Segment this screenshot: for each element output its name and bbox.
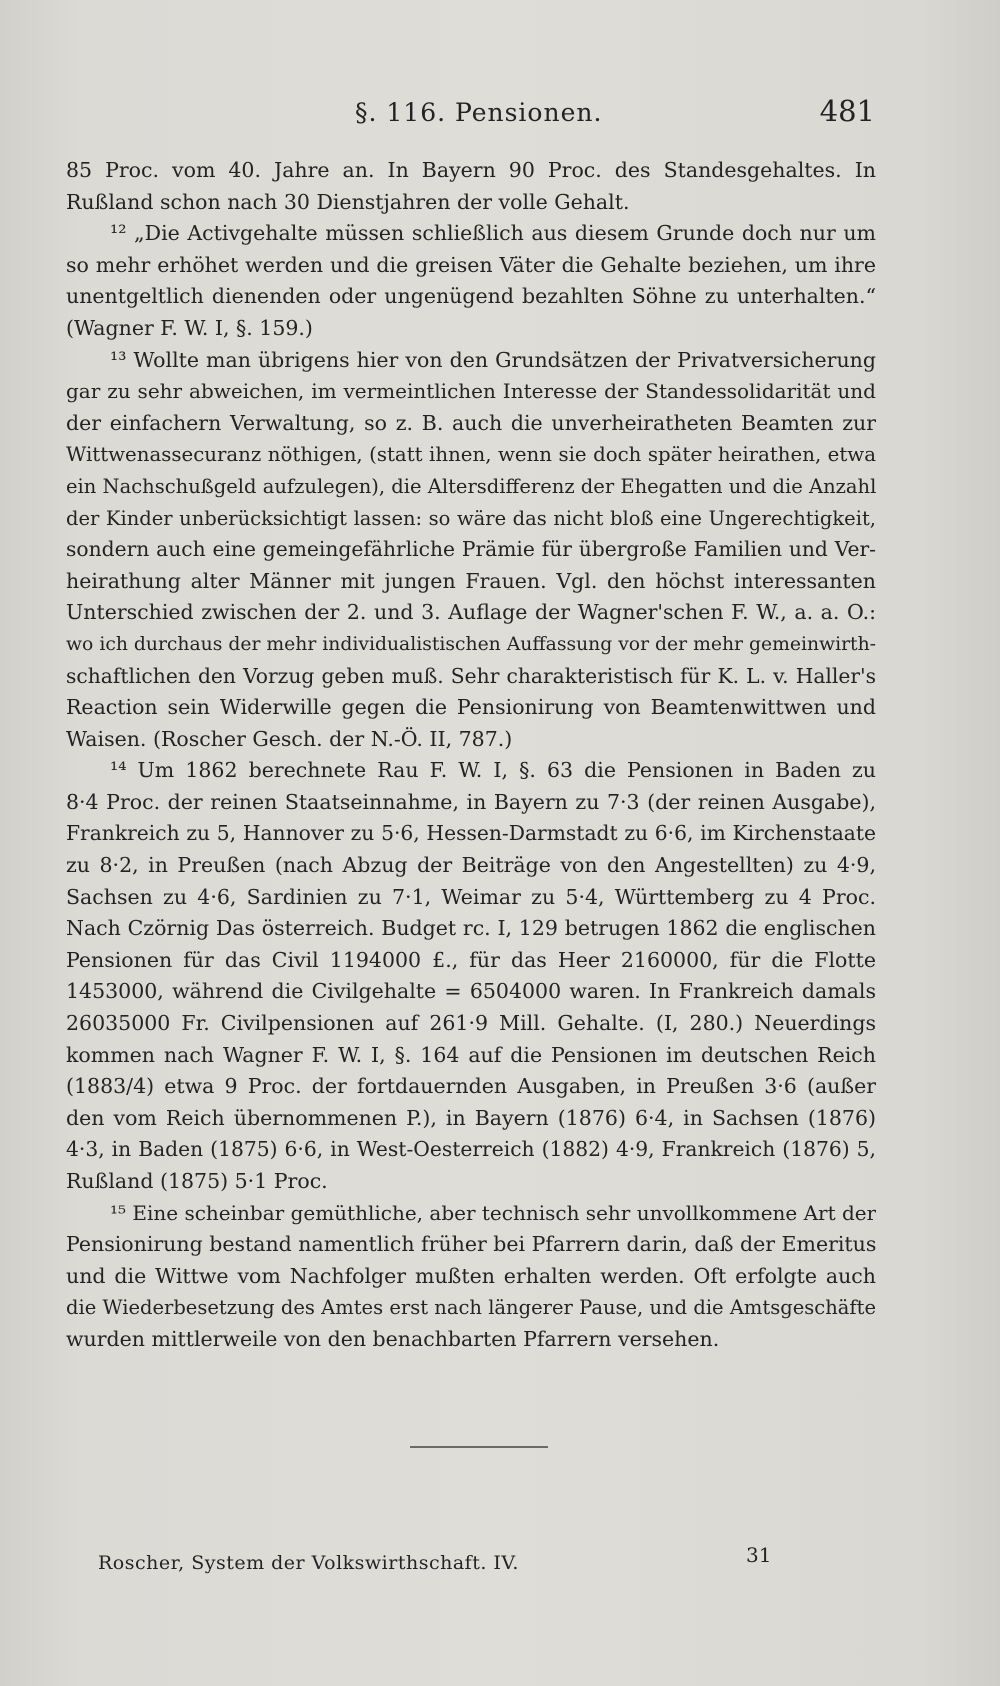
text-line: Wittwenassecuranz nöthigen, (statt ihnen, wenn sie doch später heirathen, etwa xyxy=(66,443,876,467)
text-line: (Wagner F. W. I, §. 159.) xyxy=(66,315,313,340)
text-line: zu 8·2, in Preußen (nach Abzug der Beiträge von den Angestellten) zu 4·9, xyxy=(66,853,876,878)
page-header xyxy=(355,94,875,132)
text-line: so mehr erhöhet werden und die greisen Väter die Gehalte beziehen, um ihre xyxy=(66,252,876,277)
text-line: gar zu sehr abweichen, im vermeintlichen Interesse der Standessolidarität und xyxy=(66,379,876,404)
text-line: wurden mittlerweile von den benachbarten Pfarrern versehen. xyxy=(66,1326,720,1351)
text-line: Rußland schon nach 30 Dienstjahren der volle Gehalt. xyxy=(66,189,630,214)
text-line: (1883/4) etwa 9 Proc. der fortdauernden Ausgaben, in Preußen 3·6 (außer xyxy=(66,1074,876,1099)
footnote-14-line: ¹⁴ Um 1862 berechnete Rau F. W. I, §. 63 die Pensionen in Baden zu xyxy=(110,758,876,783)
text-line: und die Wittwe vom Nachfolger mußten erhalten werden. Oft erfolgte auch xyxy=(66,1263,876,1288)
footnotes-text xyxy=(66,155,876,1356)
text-line: Pensionirung bestand namentlich früher bei Pfarrern darin, daß der Emeritus xyxy=(66,1232,876,1257)
text-line: 1453000, während die Civilgehalte = 6504000 waren. In Frankreich damals xyxy=(66,979,876,1004)
text-line: Waisen. (Roscher Gesch. der N.-Ö. II, 787.) xyxy=(66,726,513,751)
footer-book-title: Roscher, System der Volkswirthschaft. IV. xyxy=(98,1552,519,1574)
text-line: Frankreich zu 5, Hannover zu 5·6, Hessen-Darmstadt zu 6·6, im Kirchenstaate xyxy=(66,821,876,846)
footnote-12-line: ¹² „Die Activgehalte müssen schließlich aus diesem Grunde doch nur um xyxy=(110,221,876,246)
text-line: heirathung alter Männer mit jungen Frauen. Vgl. den höchst interessanten xyxy=(66,568,876,593)
text-line: die Wiederbesetzung des Amtes erst nach längerer Pause, und die Amtsgeschäfte xyxy=(66,1296,876,1320)
text-line: Reaction sein Widerwille gegen die Pensionirung von Beamtenwittwen und xyxy=(66,695,876,720)
text-line: Nach Czörnig Das österreich. Budget rc. I, 129 betrugen 1862 die englischen xyxy=(66,916,876,941)
text-line: ein Nachschußgeld aufzulegen), die Altersdifferenz der Ehegatten und die Anzahl xyxy=(66,474,876,498)
text-line: der einfachern Verwaltung, so z. B. auch die unverheiratheten Beamten zur xyxy=(66,410,876,435)
text-line: Rußland (1875) 5·1 Proc. xyxy=(66,1169,328,1193)
page-number: 481 xyxy=(819,94,875,128)
text-line: unentgeltlich dienenden oder ungenügend bezahlten Söhne zu unterhalten.“ xyxy=(66,284,876,309)
text-line: 4·3, in Baden (1875) 6·6, in West-Oesterreich (1882) 4·9, Frankreich (1876) 5, xyxy=(66,1137,876,1162)
text-line: 8·4 Proc. der reinen Staatseinnahme, in Bayern zu 7·3 (der reinen Ausgabe), xyxy=(66,789,876,814)
text-line: 85 Proc. vom 40. Jahre an. In Bayern 90 Proc. des Standesgehaltes. In xyxy=(66,158,876,182)
section-divider xyxy=(410,1446,548,1448)
text-line: den vom Reich übernommenen P.), in Bayern (1876) 6·4, in Sachsen (1876) xyxy=(66,1105,876,1130)
text-line: Sachsen zu 4·6, Sardinien zu 7·1, Weimar zu 5·4, Württemberg zu 4 Proc. xyxy=(66,884,876,909)
running-title: §. 116. Pensionen. xyxy=(355,98,603,127)
footnote-15-line: ¹⁵ Eine scheinbar gemüthliche, aber technisch sehr unvollkommene Art der xyxy=(110,1200,876,1225)
text-line: schaftlichen den Vorzug geben muß. Sehr charakteristisch für K. L. v. Haller's xyxy=(66,663,876,688)
text-line: Pensionen für das Civil 1194000 £., für das Heer 2160000, für die Flotte xyxy=(66,947,876,972)
text-line: der Kinder unberücksichtigt lassen: so wäre das nicht bloß eine Ungerechtigkeit, xyxy=(66,506,876,530)
text-line: wo ich durchaus der mehr individualistischen Auffassung vor der mehr gemeinwirth- xyxy=(66,633,876,655)
text-line: sondern auch eine gemeingefährliche Prämie für übergroße Familien und Ver- xyxy=(66,537,876,562)
text-line: Unterschied zwischen der 2. und 3. Auflage der Wagner'schen F. W., a. a. O.: xyxy=(66,600,876,625)
text-line: 26035000 Fr. Civilpensionen auf 261·9 Mill. Gehalte. (I, 280.) Neuerdings xyxy=(66,1011,876,1036)
footnote-13-line: ¹³ Wollte man übrigens hier von den Grundsätzen der Privatversicherung xyxy=(110,347,876,372)
signature-mark: 31 xyxy=(746,1543,772,1567)
text-line: kommen nach Wagner F. W. I, §. 164 auf die Pensionen im deutschen Reich xyxy=(66,1042,876,1067)
